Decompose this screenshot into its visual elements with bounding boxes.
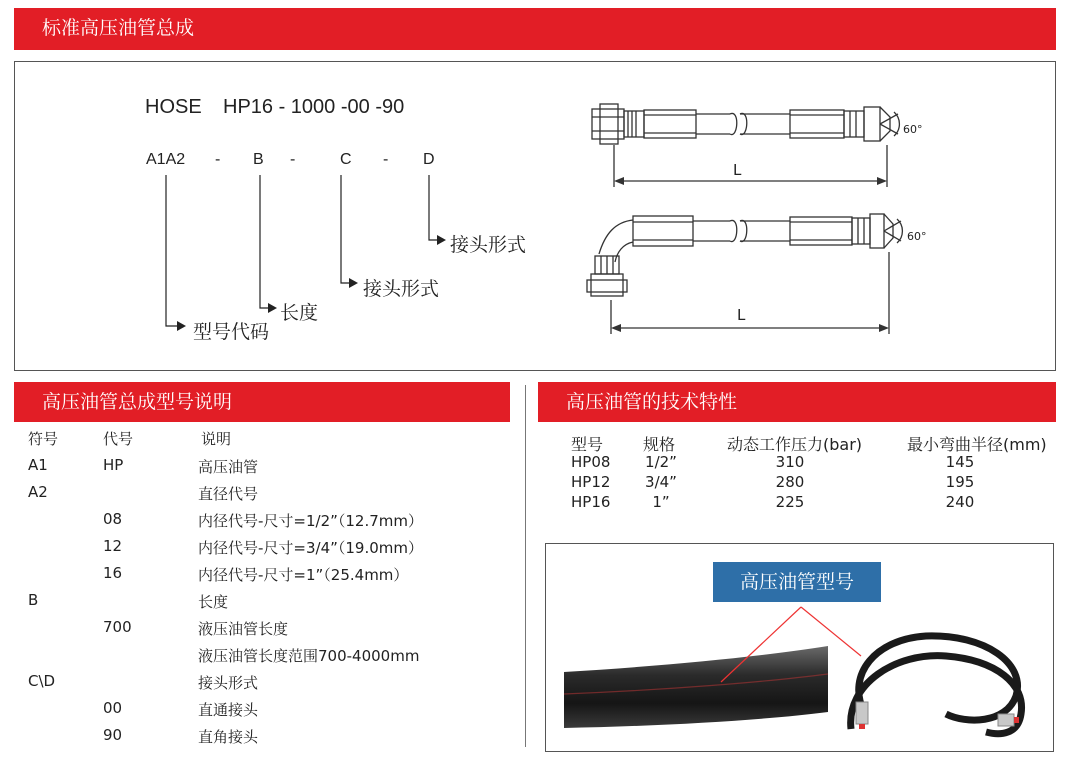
hose-prefix: HOSE — [145, 96, 202, 118]
tech-row-cell: HP08 — [571, 453, 611, 471]
angle-top: 60° — [903, 123, 923, 136]
tech-row-cell: HP12 — [571, 473, 611, 491]
model-row-desc: 直角接头 — [198, 728, 259, 746]
angle-bottom: 60° — [907, 230, 927, 243]
label-b: 长度 — [280, 302, 319, 324]
model-row-code: 90 — [103, 726, 123, 744]
photo-panel — [545, 543, 1054, 752]
section-divider — [525, 385, 526, 747]
model-row-desc: 直通接头 — [198, 701, 259, 719]
model-row-symbol: A1 — [28, 456, 48, 474]
code-sep-2: - — [290, 151, 296, 168]
model-row-code: 700 — [103, 618, 132, 636]
tech-header-spec: 规格 — [643, 435, 676, 454]
label-c: 接头形式 — [363, 278, 440, 300]
model-row-code: 00 — [103, 699, 123, 717]
model-row-desc: 高压油管 — [198, 458, 259, 476]
tech-row-cell: 310 — [775, 453, 805, 471]
label-a: 型号代码 — [193, 321, 270, 343]
tech-row-cell: 145 — [945, 453, 975, 471]
tech-section-title: 高压油管的技术特性 — [566, 391, 738, 413]
tech-header-pressure: 动态工作压力(bar) — [727, 435, 863, 454]
tech-header-model: 型号 — [571, 435, 604, 454]
code-part-a: A1A2 — [146, 151, 186, 168]
code-part-d: D — [423, 151, 435, 168]
tech-row-cell: 3/4” — [645, 473, 677, 491]
hose-model: HP16 - 1000 -00 -90 — [223, 96, 405, 118]
tech-row-cell: 1” — [652, 493, 670, 511]
code-part-b: B — [253, 151, 264, 168]
model-row-desc: 液压油管长度 — [198, 620, 289, 638]
model-row-desc: 接头形式 — [198, 674, 259, 692]
header-bar — [14, 8, 1056, 50]
model-row-desc: 液压油管长度范围700-4000mm — [198, 647, 420, 665]
model-row-desc: 内径代号-尺寸=1”（25.4mm） — [198, 566, 409, 584]
model-row-code: 12 — [103, 537, 123, 555]
tech-header-radius: 最小弯曲半径(mm) — [907, 435, 1047, 454]
header-title: 标准高压油管总成 — [42, 17, 195, 39]
model-row-code: HP — [103, 456, 124, 474]
model-row-symbol: A2 — [28, 483, 48, 501]
photo-label: 高压油管型号 — [713, 562, 881, 602]
code-sep-1: - — [215, 151, 221, 168]
tech-section-bar — [538, 382, 1056, 422]
tech-row-cell: 195 — [945, 473, 975, 491]
tech-row-cell: HP16 — [571, 493, 611, 511]
model-row-desc: 长度 — [198, 593, 229, 611]
model-header-desc: 说明 — [201, 430, 232, 448]
model-row-desc: 内径代号-尺寸=3/4”（19.0mm） — [198, 539, 424, 557]
length-bottom: L — [737, 306, 746, 324]
model-row-code: 16 — [103, 564, 123, 582]
model-header-code: 代号 — [103, 430, 134, 448]
tech-row-cell: 225 — [775, 493, 805, 511]
length-top: L — [733, 161, 742, 179]
model-row-desc: 内径代号-尺寸=1/2”（12.7mm） — [198, 512, 424, 530]
tech-row-cell: 240 — [945, 493, 975, 511]
code-sep-3: - — [383, 151, 389, 168]
model-section-title: 高压油管总成型号说明 — [42, 391, 233, 413]
code-diagram-panel — [14, 61, 1056, 371]
tech-row-cell: 280 — [775, 473, 805, 491]
elbow-hose-drawing — [575, 204, 925, 344]
straight-hose-drawing — [580, 97, 925, 197]
tech-row-cell: 1/2” — [645, 453, 677, 471]
code-part-c: C — [340, 151, 352, 168]
model-row-code: 08 — [103, 510, 123, 528]
model-header-symbol: 符号 — [28, 430, 59, 448]
model-row-desc: 直径代号 — [198, 485, 259, 503]
model-section-bar — [14, 382, 510, 422]
model-row-symbol: C\D — [28, 672, 56, 690]
model-row-symbol: B — [28, 591, 39, 609]
label-d: 接头形式 — [450, 234, 527, 256]
